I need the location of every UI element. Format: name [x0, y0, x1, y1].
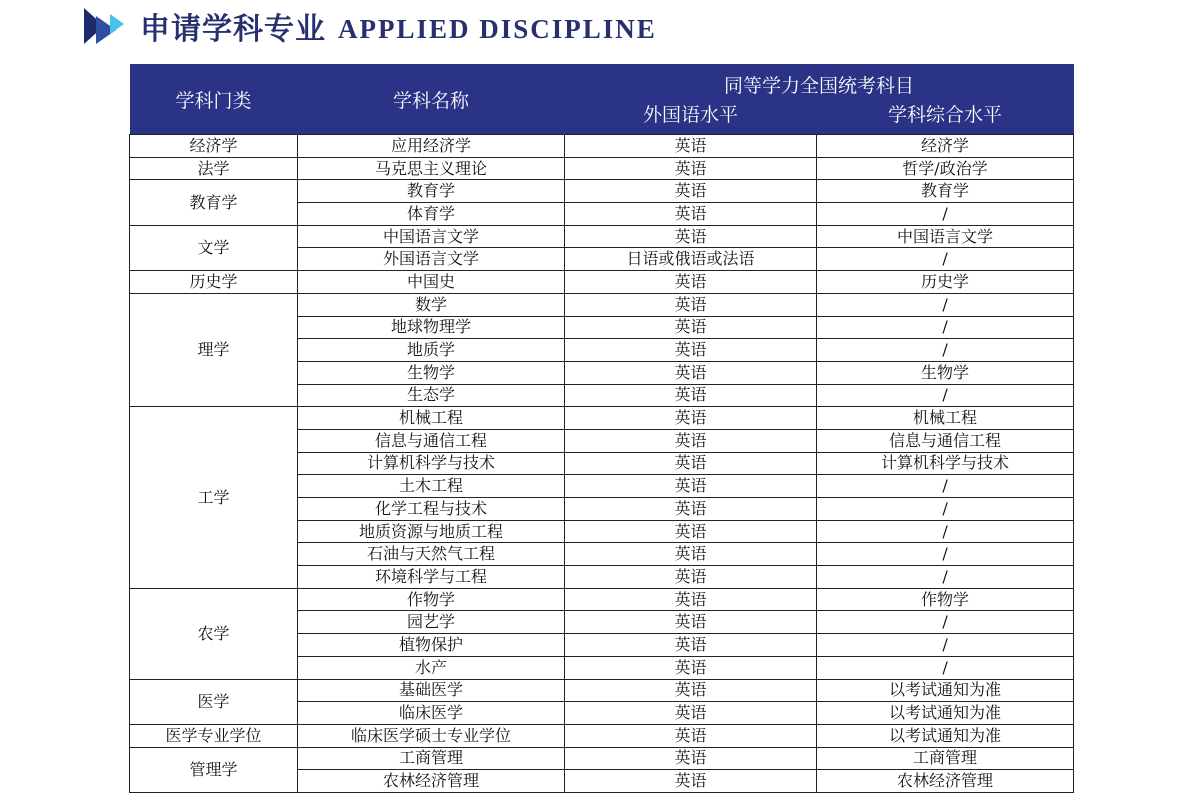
table-row	[130, 679, 1074, 702]
discipline-cell: 地质资源与地质工程	[298, 520, 565, 543]
language-cell: 日语或俄语或法语	[565, 248, 817, 271]
comprehensive-cell: /	[817, 316, 1074, 339]
discipline-cell: 计算机科学与技术	[298, 452, 565, 475]
discipline-cell: 临床医学	[298, 702, 565, 725]
comprehensive-cell: 以考试通知为准	[817, 724, 1074, 747]
table-row	[130, 293, 1074, 316]
comprehensive-cell: 中国语言文学	[817, 225, 1074, 248]
comprehensive-cell: 以考试通知为准	[817, 702, 1074, 725]
comprehensive-cell: /	[817, 293, 1074, 316]
comprehensive-cell: 作物学	[817, 588, 1074, 611]
category-cell: 管理学	[130, 747, 298, 792]
language-cell: 英语	[565, 361, 817, 384]
table-header	[130, 64, 1074, 135]
discipline-cell: 生物学	[298, 361, 565, 384]
table-row	[130, 225, 1074, 248]
header-discipline: 学科名称	[298, 64, 565, 135]
discipline-cell: 水产	[298, 656, 565, 679]
discipline-cell: 外国语言文学	[298, 248, 565, 271]
comprehensive-cell: 农林经济管理	[817, 770, 1074, 793]
table-row	[130, 407, 1074, 430]
language-cell: 英语	[565, 271, 817, 294]
language-cell: 英语	[565, 656, 817, 679]
language-cell: 英语	[565, 180, 817, 203]
comprehensive-cell: /	[817, 384, 1074, 407]
comprehensive-cell: /	[817, 566, 1074, 589]
comprehensive-cell: 机械工程	[817, 407, 1074, 430]
table-row	[130, 588, 1074, 611]
table-row	[130, 747, 1074, 770]
language-cell: 英语	[565, 611, 817, 634]
comprehensive-cell: /	[817, 498, 1074, 521]
comprehensive-cell: 历史学	[817, 271, 1074, 294]
header	[82, 6, 657, 46]
comprehensive-cell: 生物学	[817, 361, 1074, 384]
discipline-table	[129, 64, 1074, 793]
discipline-cell: 机械工程	[298, 407, 565, 430]
comprehensive-cell: 以考试通知为准	[817, 679, 1074, 702]
category-cell: 法学	[130, 157, 298, 180]
discipline-cell: 地球物理学	[298, 316, 565, 339]
language-cell: 英语	[565, 498, 817, 521]
language-cell: 英语	[565, 634, 817, 657]
discipline-cell: 中国史	[298, 271, 565, 294]
language-cell: 英语	[565, 702, 817, 725]
brand-logo-icon	[82, 6, 132, 46]
language-cell: 英语	[565, 770, 817, 793]
language-cell: 英语	[565, 339, 817, 362]
comprehensive-cell: /	[817, 611, 1074, 634]
header-category: 学科门类	[130, 64, 298, 135]
discipline-cell: 农林经济管理	[298, 770, 565, 793]
discipline-cell: 石油与天然气工程	[298, 543, 565, 566]
table-row	[130, 180, 1074, 203]
comprehensive-cell: 信息与通信工程	[817, 429, 1074, 452]
language-cell: 英语	[565, 543, 817, 566]
discipline-cell: 工商管理	[298, 747, 565, 770]
discipline-cell: 中国语言文学	[298, 225, 565, 248]
page-title: 申请学科专业	[140, 12, 326, 47]
language-cell: 英语	[565, 747, 817, 770]
table-row	[130, 157, 1074, 180]
comprehensive-cell: /	[817, 339, 1074, 362]
language-cell: 英语	[565, 452, 817, 475]
language-cell: 英语	[565, 566, 817, 589]
discipline-cell: 体育学	[298, 203, 565, 226]
language-cell: 英语	[565, 724, 817, 747]
discipline-table-container	[129, 64, 1073, 793]
header-exam-group: 同等学力全国统考科目	[565, 64, 1074, 98]
category-cell: 医学	[130, 679, 298, 724]
discipline-cell: 基础医学	[298, 679, 565, 702]
category-cell: 文学	[130, 225, 298, 270]
category-cell: 理学	[130, 293, 298, 406]
category-cell: 农学	[130, 588, 298, 679]
comprehensive-cell: 工商管理	[817, 747, 1074, 770]
discipline-cell: 环境科学与工程	[298, 566, 565, 589]
language-cell: 英语	[565, 679, 817, 702]
discipline-cell: 临床医学硕士专业学位	[298, 724, 565, 747]
table-row	[130, 135, 1074, 158]
comprehensive-cell: /	[817, 520, 1074, 543]
header-language: 外国语水平	[565, 98, 817, 135]
discipline-cell: 马克思主义理论	[298, 157, 565, 180]
discipline-cell: 化学工程与技术	[298, 498, 565, 521]
table-body	[130, 135, 1074, 793]
comprehensive-cell: /	[817, 656, 1074, 679]
discipline-cell: 应用经济学	[298, 135, 565, 158]
category-cell: 教育学	[130, 180, 298, 225]
discipline-cell: 园艺学	[298, 611, 565, 634]
category-cell: 医学专业学位	[130, 724, 298, 747]
table-row	[130, 271, 1074, 294]
comprehensive-cell: /	[817, 543, 1074, 566]
page-subtitle: APPLIED DISCIPLINE	[338, 13, 657, 44]
language-cell: 英语	[565, 157, 817, 180]
header-comprehensive: 学科综合水平	[817, 98, 1074, 135]
language-cell: 英语	[565, 475, 817, 498]
discipline-cell: 土木工程	[298, 475, 565, 498]
discipline-cell: 植物保护	[298, 634, 565, 657]
comprehensive-cell: 教育学	[817, 180, 1074, 203]
category-cell: 工学	[130, 407, 298, 589]
discipline-cell: 数学	[298, 293, 565, 316]
language-cell: 英语	[565, 520, 817, 543]
language-cell: 英语	[565, 316, 817, 339]
discipline-cell: 生态学	[298, 384, 565, 407]
language-cell: 英语	[565, 135, 817, 158]
discipline-cell: 信息与通信工程	[298, 429, 565, 452]
comprehensive-cell: 哲学/政治学	[817, 157, 1074, 180]
language-cell: 英语	[565, 203, 817, 226]
table-row	[130, 724, 1074, 747]
language-cell: 英语	[565, 407, 817, 430]
comprehensive-cell: /	[817, 203, 1074, 226]
comprehensive-cell: /	[817, 248, 1074, 271]
category-cell: 历史学	[130, 271, 298, 294]
comprehensive-cell: 计算机科学与技术	[817, 452, 1074, 475]
comprehensive-cell: 经济学	[817, 135, 1074, 158]
comprehensive-cell: /	[817, 634, 1074, 657]
language-cell: 英语	[565, 429, 817, 452]
language-cell: 英语	[565, 225, 817, 248]
discipline-cell: 教育学	[298, 180, 565, 203]
discipline-cell: 地质学	[298, 339, 565, 362]
language-cell: 英语	[565, 293, 817, 316]
category-cell: 经济学	[130, 135, 298, 158]
discipline-cell: 作物学	[298, 588, 565, 611]
language-cell: 英语	[565, 588, 817, 611]
language-cell: 英语	[565, 384, 817, 407]
comprehensive-cell: /	[817, 475, 1074, 498]
